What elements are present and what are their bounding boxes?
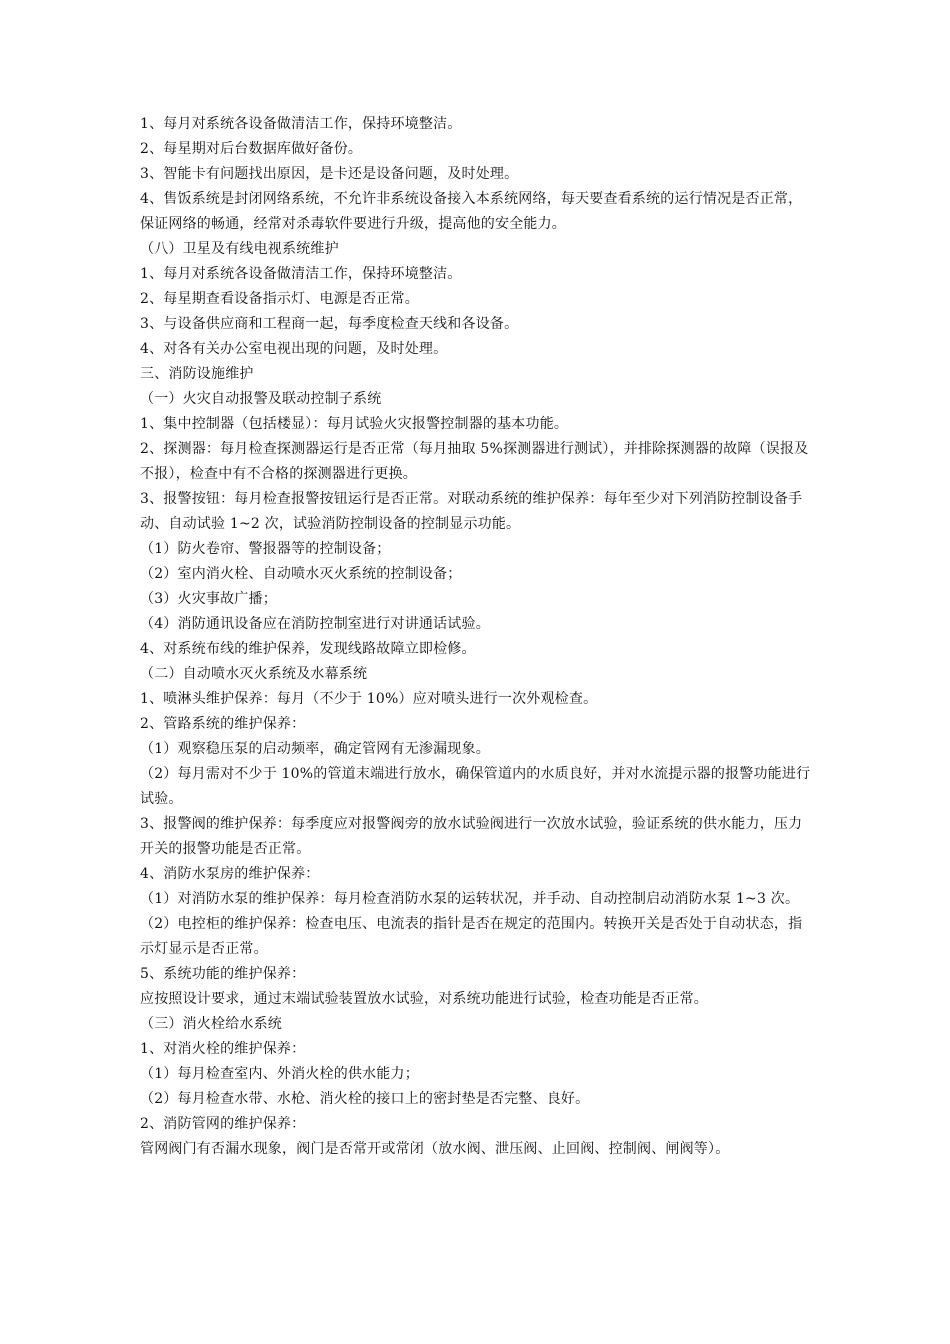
- sub-list-item: （2）室内消火栓、自动喷水灭火系统的控制设备；: [140, 566, 462, 582]
- list-item: 2、消防管网的维护保养：: [140, 1116, 306, 1132]
- list-item: 5、系统功能的维护保养：: [140, 966, 306, 982]
- list-item: 3、智能卡有问题找出原因，是卡还是设备问题，及时处理。: [140, 166, 519, 182]
- sub-list-item: （1）对消防水泵的维护保养：每月检查消防水泵的运转状况，并手动、自动控制启动消防水泵 1~3 次。: [140, 891, 800, 907]
- sub-list-item: （1）每月检查室内、外消火栓的供水能力；: [140, 1066, 419, 1082]
- list-item: 2、探测器：每月检查探测器运行是否正常（每月抽取 5%探测器进行测试），并排除探测器的故障（误报及不报），检查中有不合格的探测器进行更换。: [140, 441, 809, 482]
- list-item: 2、每星期对后台数据库做好备份。: [140, 141, 363, 157]
- list-item: 2、管路系统的维护保养：: [140, 716, 306, 732]
- sub-list-item: （1）观察稳压泵的启动频率，确定管网有无渗漏现象。: [140, 741, 490, 757]
- list-item: 4、售饭系统是封闭网络系统，不允许非系统设备接入本系统网络，每天要查看系统的运行情况是否正常，保证网络的畅通，经常对杀毒软件要进行升级，提高他的安全能力。: [140, 191, 803, 232]
- sub-list-item: （4）消防通讯设备应在消防控制室进行对讲通话试验。: [140, 616, 490, 632]
- sub-list-item: （1）防火卷帘、警报器等的控制设备；: [140, 541, 391, 557]
- section-heading: （一）火灾自动报警及联动控制子系统: [140, 391, 382, 407]
- list-item: 3、报警阀的维护保养：每季度应对报警阀旁的放水试验阀进行一次放水试验，验证系统的供水能力，压力开关的报警功能是否正常。: [140, 816, 803, 857]
- sub-list-item: （2）每月需对不少于 10%的管道末端进行放水，确保管道内的水质良好，并对水流提示器的报警功能进行试验。: [140, 766, 811, 807]
- paragraph: 管网阀门有否漏水现象，阀门是否常开或常闭（放水阀、泄压阀、止回阀、控制阀、闸阀等）。: [140, 1141, 730, 1157]
- list-item: 4、对系统布线的维护保养，发现线路故障立即检修。: [140, 641, 476, 657]
- section-heading: （八）卫星及有线电视系统维护: [140, 241, 339, 257]
- list-item: 1、每月对系统各设备做清洁工作，保持环境整洁。: [140, 266, 462, 282]
- list-item: 4、对各有关办公室电视出现的问题，及时处理。: [140, 341, 448, 357]
- document-body: [140, 112, 816, 1162]
- list-item: 2、每星期查看设备指示灯、电源是否正常。: [140, 291, 419, 307]
- list-item: 1、集中控制器（包括楼显）：每月试验火灾报警控制器的基本功能。: [140, 416, 569, 432]
- list-item: 1、每月对系统各设备做清洁工作，保持环境整洁。: [140, 116, 462, 132]
- sub-list-item: （3）火灾事故广播；: [140, 591, 277, 607]
- list-item: 3、报警按钮：每月检查报警按钮运行是否正常。对联动系统的维护保养：每年至少对下列消防控制设备手动、自动试验 1~2 次，试验消防控制设备的控制显示功能。: [140, 491, 803, 532]
- paragraph: 应按照设计要求，通过末端试验装置放水试验，对系统功能进行试验，检查功能是否正常。: [140, 991, 708, 1007]
- list-item: 1、喷淋头维护保养：每月（不少于 10%）应对喷头进行一次外观检查。: [140, 691, 598, 707]
- list-item: 4、消防水泵房的维护保养：: [140, 866, 320, 882]
- chapter-heading: 三、消防设施维护: [140, 366, 254, 382]
- sub-list-item: （2）每月检查水带、水枪、消火栓的接口上的密封垫是否完整、良好。: [140, 1091, 590, 1107]
- sub-list-item: （2）电控柜的维护保养：检查电压、电流表的指针是否在规定的范围内。转换开关是否处于自动状态，指示灯显示是否正常。: [140, 916, 803, 957]
- section-heading: （二）自动喷水灭火系统及水幕系统: [140, 666, 368, 682]
- section-heading: （三）消火栓给水系统: [140, 1016, 282, 1032]
- list-item: 1、对消火栓的维护保养：: [140, 1041, 306, 1057]
- list-item: 3、与设备供应商和工程商一起，每季度检查天线和各设备。: [140, 316, 519, 332]
